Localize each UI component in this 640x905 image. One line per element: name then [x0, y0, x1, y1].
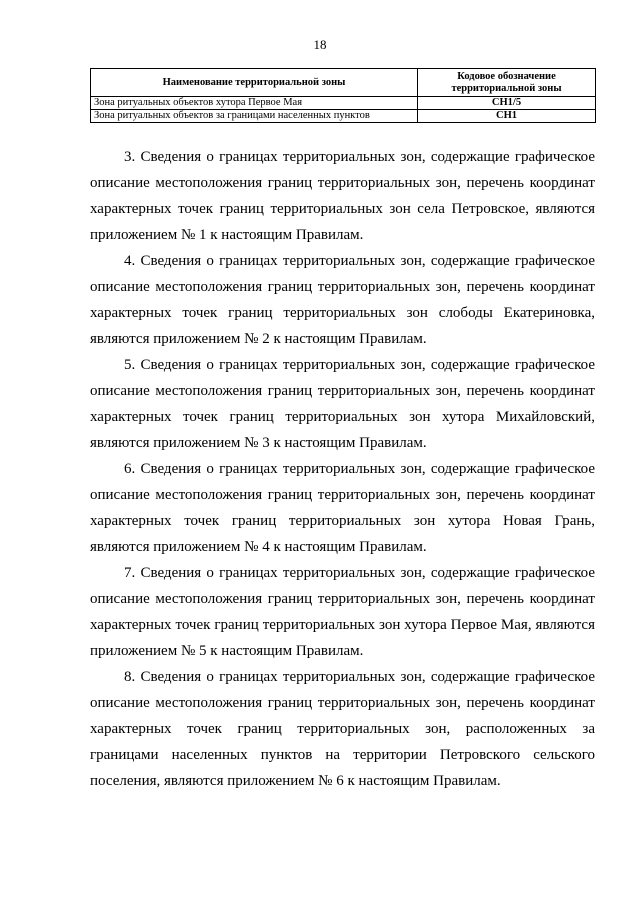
zone-code-cell: СН1/5: [418, 97, 596, 110]
page-number: 18: [313, 37, 327, 52]
paragraph: 6. Сведения о границах территориальных зон, содержащие графическое описание местоположения границ территориальных зон, перечень координат характерных точек границ территориальных зон хутора Новая Грань, являются приложением № 4 к настоящим Правилам.: [90, 461, 595, 555]
zone-name-cell: Зона ритуальных объектов хутора Первое Мая: [91, 97, 418, 110]
header-zone-code: Кодовое обозначение территориальной зоны: [418, 69, 596, 97]
paragraph: 5. Сведения о границах территориальных зон, содержащие графическое описание местоположения границ территориальных зон, перечень координат характерных точек границ территориальных зон хутора Михайловский, являются приложением № 3 к настоящим Правилам.: [90, 357, 595, 451]
table-row: [91, 110, 596, 123]
table-row: [91, 97, 596, 110]
paragraph: 3. Сведения о границах территориальных зон, содержащие графическое описание местоположения границ территориальных зон, перечень координат характерных точек границ территориальных зон села Петровское, являются приложением № 1 к настоящим Правилам.: [90, 149, 595, 243]
paragraph: 7. Сведения о границах территориальных зон, содержащие графическое описание местоположения границ территориальных зон, перечень координат характерных точек границ территориальных зон хутора Первое Мая, являются приложением № 5 к настоящим Правилам.: [90, 565, 595, 659]
zone-table: [90, 68, 596, 123]
header-zone-name: Наименование территориальной зоны: [91, 69, 418, 97]
table-header-row: [91, 69, 596, 97]
zone-name-cell: Зона ритуальных объектов за границами населенных пунктов: [91, 110, 418, 123]
paragraph: 4. Сведения о границах территориальных зон, содержащие графическое описание местоположения границ территориальных зон, перечень координат характерных точек границ территориальных зон слободы Екатериновка, являются приложением № 2 к настоящим Правилам.: [90, 253, 595, 347]
document-body: [90, 144, 595, 794]
paragraph: 8. Сведения о границах территориальных зон, содержащие графическое описание местоположения границ территориальных зон, перечень координат характерных точек границ территориальных зон, расположенных за границами населенных пунктов на территории Петровского сельского поселения, являются приложением № 6 к настоящим Правилам.: [90, 669, 595, 789]
zone-code-cell: СН1: [418, 110, 596, 123]
